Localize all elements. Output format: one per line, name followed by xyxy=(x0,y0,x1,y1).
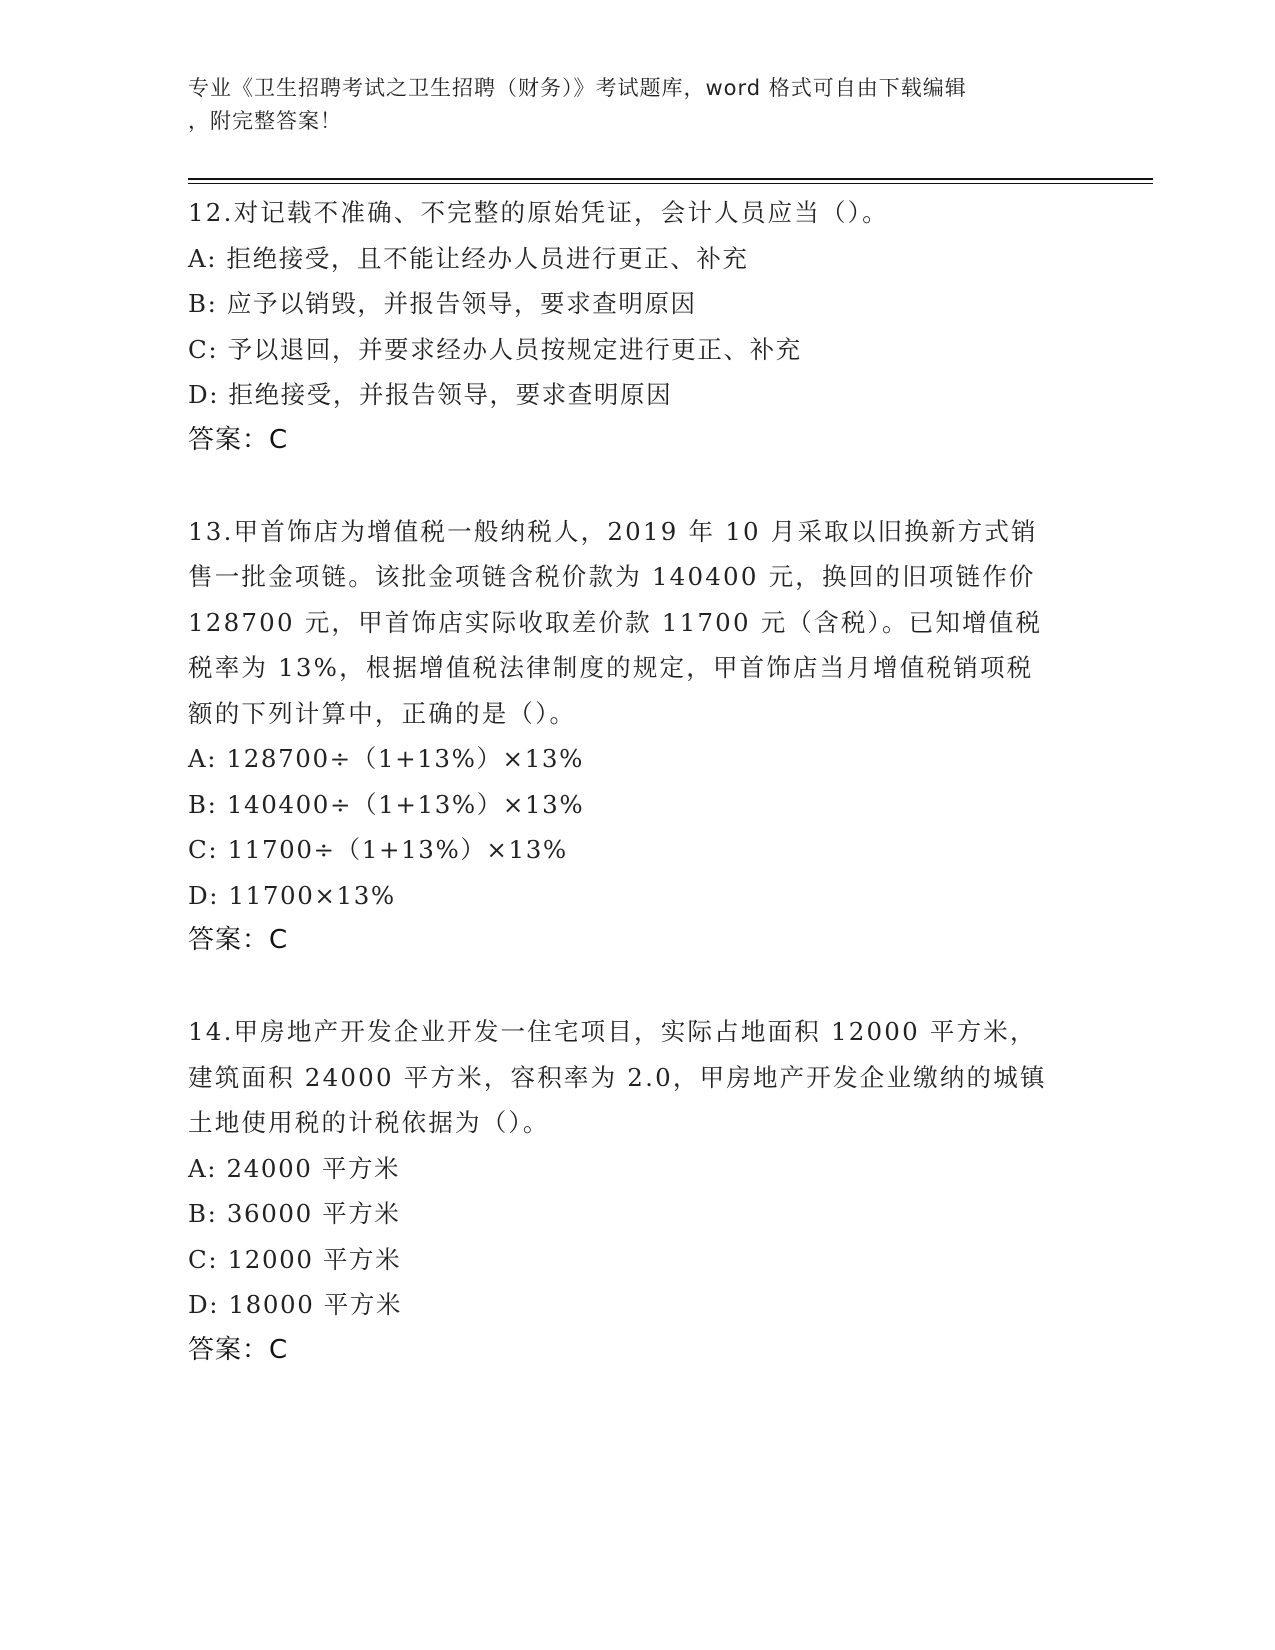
stem-line: 128700 元，甲首饰店实际收取差价款 11700 元（含税）。已知增值税 xyxy=(188,607,1043,637)
question-spacer xyxy=(188,463,1088,509)
question-stem xyxy=(188,509,1088,737)
question-14 xyxy=(188,1009,1088,1373)
header-line-1: 专业《卫生招聘考试之卫生招聘（财务）》考试题库，word 格式可自由下载编辑 xyxy=(188,76,967,100)
header-divider-top xyxy=(188,178,1153,180)
stem-line: 土地使用税的计税依据为（）。 xyxy=(188,1108,550,1137)
option-b: B: 36000 平方米 xyxy=(188,1199,401,1228)
option-d: D: 11700×13% xyxy=(188,880,396,910)
question-spacer xyxy=(188,964,1088,1010)
stem-line: 14.甲房地产开发企业开发一住宅项目，实际占地面积 12000 平方米， xyxy=(188,1017,1037,1046)
header-divider-bottom xyxy=(188,183,1153,184)
option-d: D: 18000 平方米 xyxy=(188,1290,403,1319)
option-a: A: 128700÷（1+13%）×13% xyxy=(188,744,584,773)
stem-line: 售一批金项链。该批金项链含税价款为 140400 元，换回的旧项链作价 xyxy=(188,562,1036,591)
stem-line: 12.对记载不准确、不完整的原始凭证，会计人员应当（）。 xyxy=(188,198,889,227)
header-line-2: ，附完整答案！ xyxy=(188,109,342,133)
document-header xyxy=(188,72,1078,138)
question-stem xyxy=(188,1009,1088,1146)
stem-line: 建筑面积 24000 平方米，容积率为 2.0，甲房地产开发企业缴纳的城镇 xyxy=(188,1062,1047,1092)
option-b: B: 140400÷（1+13%）×13% xyxy=(188,789,585,819)
option-c: C: 予以退回，并要求经办人员按规定进行更正、补充 xyxy=(188,334,802,364)
stem-line: 13.甲首饰店为增值税一般纳税人，2019 年 10 月采取以旧换新方式销 xyxy=(188,516,1038,546)
answer-line: 答案：C xyxy=(188,1334,289,1365)
option-a: A: 拒绝接受，且不能让经办人员进行更正、补充 xyxy=(188,243,749,273)
answer-line: 答案：C xyxy=(188,424,289,455)
question-12 xyxy=(188,190,1088,463)
answer-line: 答案：C xyxy=(188,925,289,955)
option-b: B: 应予以销毁，并报告领导，要求查明原因 xyxy=(188,289,697,318)
option-c: C: 12000 平方米 xyxy=(188,1244,402,1274)
question-list xyxy=(188,190,1088,1373)
question-stem xyxy=(188,190,1088,236)
stem-line: 税率为 13%，根据增值税法律制度的规定，甲首饰店当月增值税销项税 xyxy=(188,653,1034,682)
stem-line: 额的下列计算中，正确的是（）。 xyxy=(188,698,577,728)
option-d: D: 拒绝接受，并报告领导，要求查明原因 xyxy=(188,380,673,409)
option-c: C: 11700÷（1+13%）×13% xyxy=(188,835,568,864)
question-13 xyxy=(188,509,1088,964)
option-a: A: 24000 平方米 xyxy=(188,1153,401,1183)
